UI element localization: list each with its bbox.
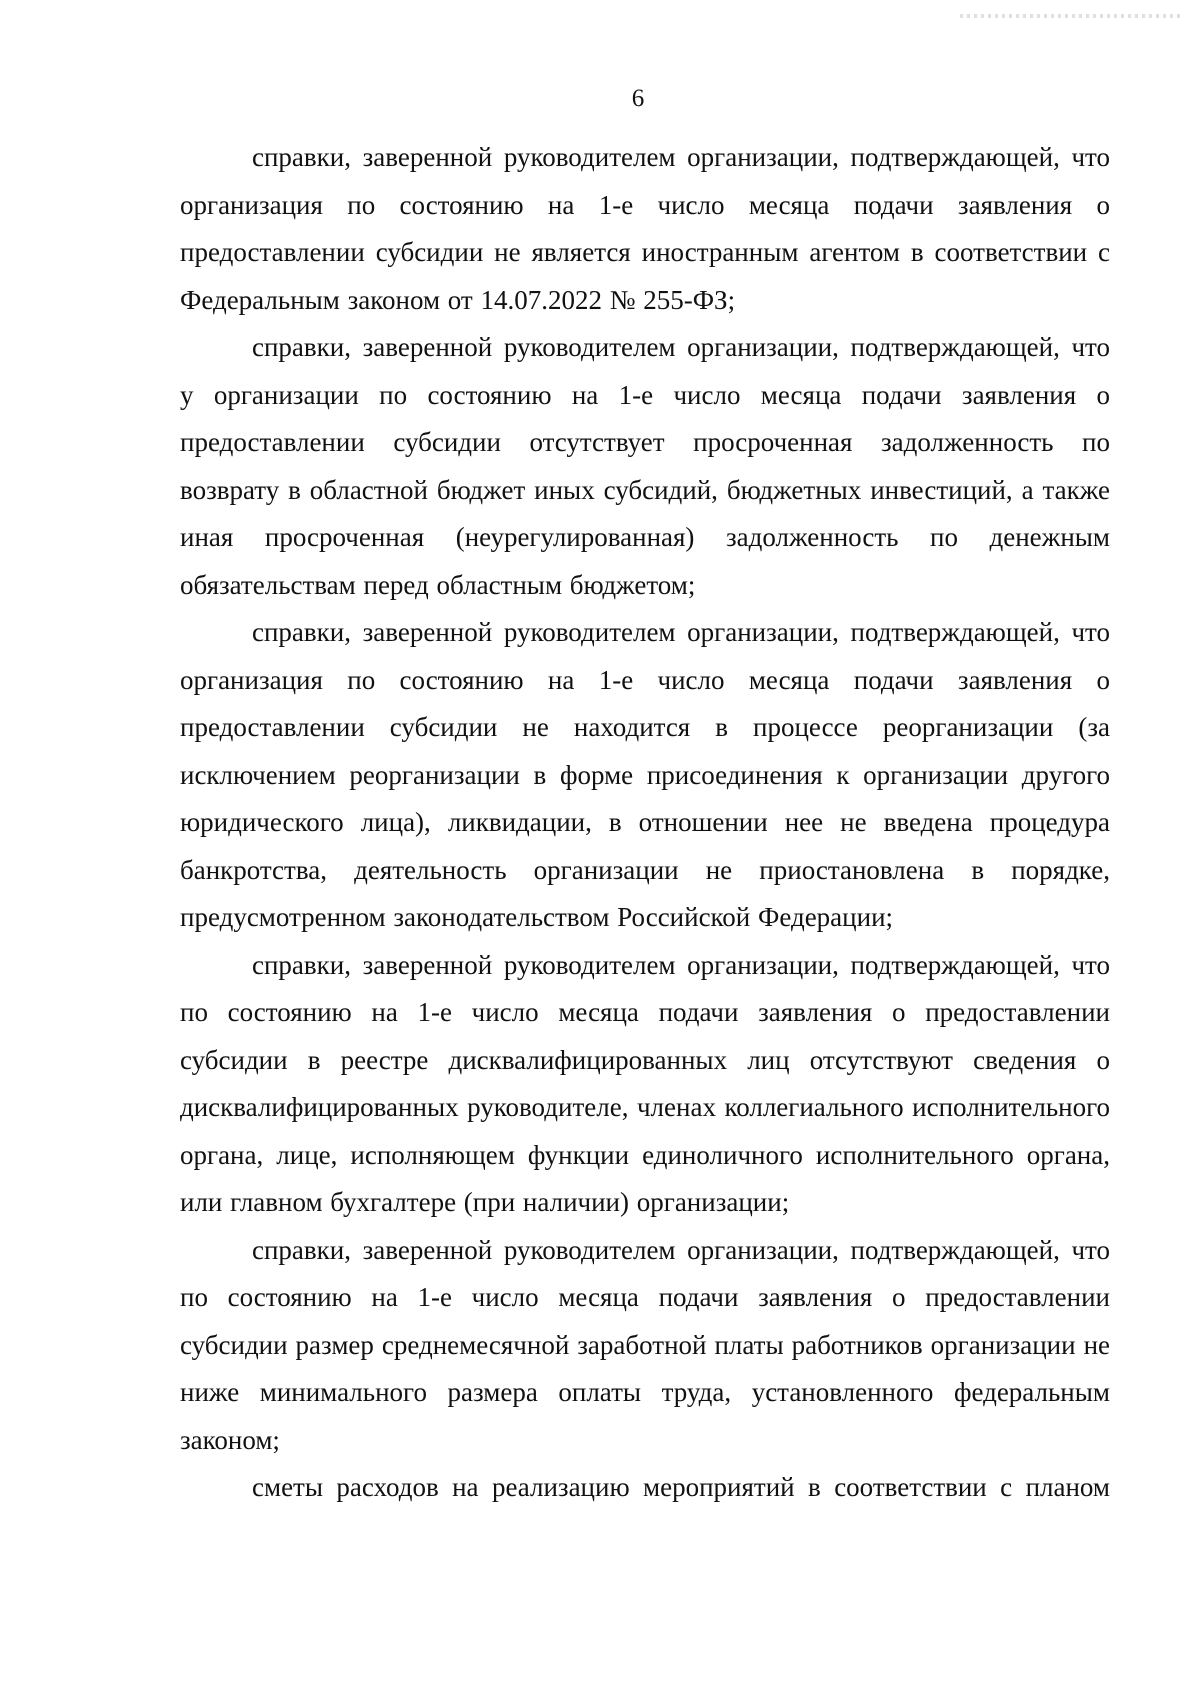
scan-artifact <box>960 14 1180 18</box>
paragraph-expense-estimate: сметы расходов на реализацию мероприятий в соответствии с планом <box>252 1472 1110 1502</box>
paragraph-reorganization-certificate: справки, заверенной руководителем организации, подтверждающей, что организация по состоянию на 1-е число месяца подачи заявления о предоставлении субсидии не находится в процессе реорганизации (за исключением реорганизации в форме присоединения к организации другого юридического лица), ликвидации, в отношении нее не введена процедура банкротства, деятельность организации не приостановлена в порядке, предусмотренном законодательством Российской Федерации; <box>180 617 1110 932</box>
paragraph-disqualified-persons-certificate: справки, заверенной руководителем организации, подтверждающей, что по состоянию на 1-е число месяца подачи заявления о предоставлении субсидии в реестре дисквалифицированных лиц отсутствуют сведения о дисквалифицированных руководителе, членах коллегиального исполнительного органа, лице, исполняющем функции единоличного исполнительного органа, или главном бухгалтере (при наличии) организации; <box>180 949 1110 1217</box>
paragraph-overdue-debt-certificate: справки, заверенной руководителем организации, подтверждающей, что у организации по состоянию на 1-е число месяца подачи заявления о предоставлении субсидии отсутствует просроченная задолженность по возврату в областной бюджет иных субсидий, бюджетных инвестиций, а также иная просроченная (неурегулированная) задолженность по денежным обязательствам перед областным бюджетом; <box>180 332 1110 600</box>
page-number: 6 <box>631 85 645 112</box>
paragraph-minimum-wage-certificate: справки, заверенной руководителем организации, подтверждающей, что по состоянию на 1-е число месяца подачи заявления о предоставлении субсидии размер среднемесячной заработной платы работников организации не ниже минимального размера оплаты труда, установленного федеральным законом; <box>180 1234 1110 1455</box>
paragraph-foreign-agent-certificate: справки, заверенной руководителем организации, подтверждающей, что организация по состоянию на 1-е число месяца подачи заявления о предоставлении субсидии не является иностранным агентом в соответствии с Федеральным законом от 14.07.2022 № 255-ФЗ; <box>180 142 1110 315</box>
document-body <box>180 134 1110 1512</box>
